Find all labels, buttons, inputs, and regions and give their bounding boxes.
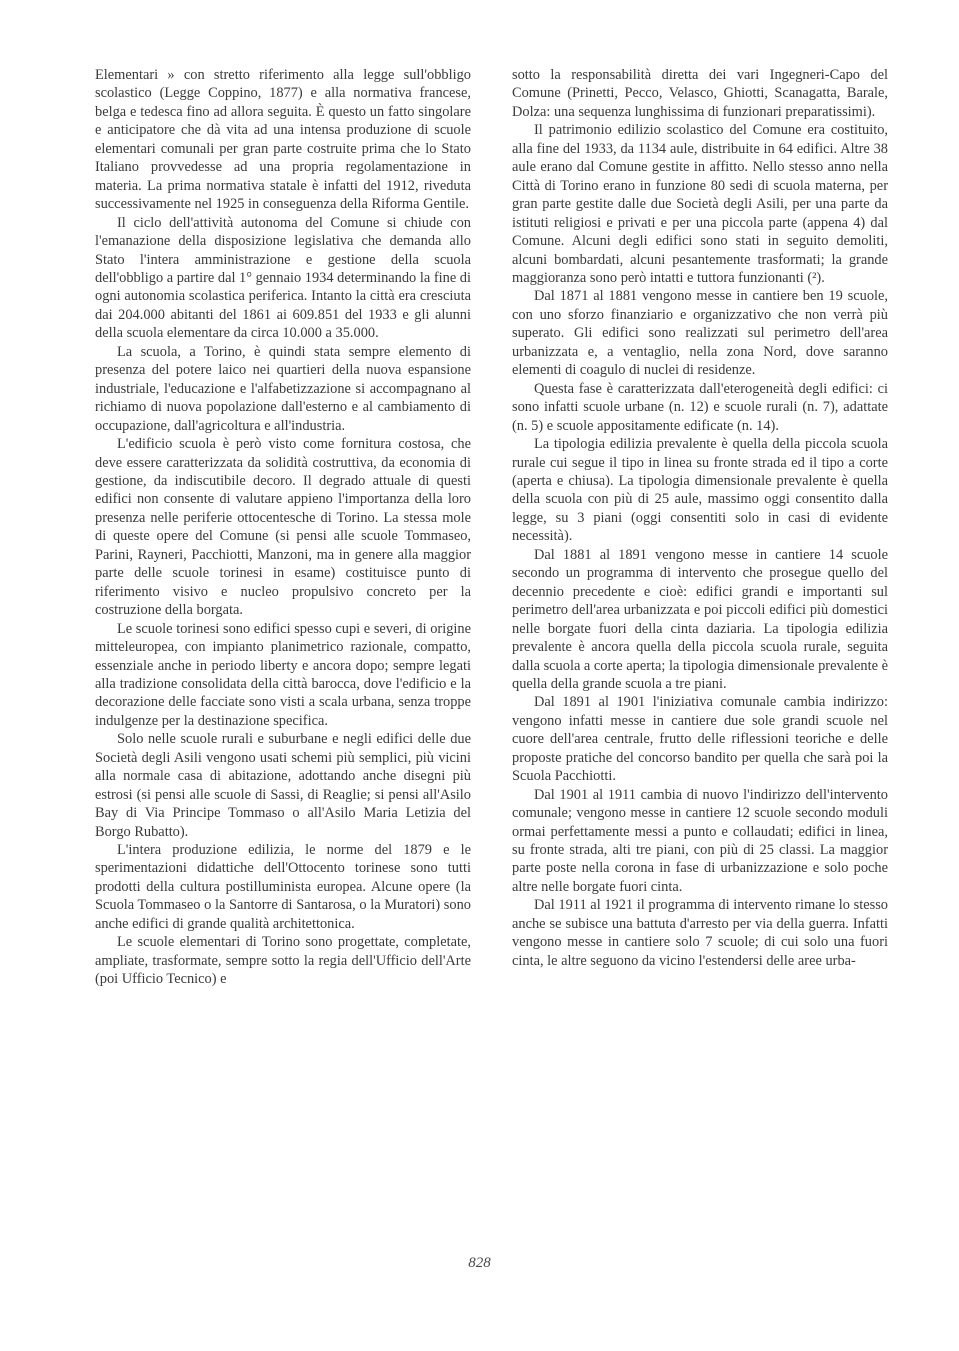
- right-text-column: [512, 66, 888, 970]
- paragraph-l2: Il ciclo dell'attività autonoma del Comune si chiude con l'emanazione della disposizione legislativa che demanda allo Stato l'intera amministrazione e gestione della scuola dell'obbligo a partire dal 1° gennaio 1934 determinando la fine di ogni autonomia scolastica periferica. Intanto la città era cresciuta dai 204.000 abitanti del 1861 ai 609.851 del 1933 e gli alunni della scuola elementare da circa 10.000 a 35.000.: [95, 214, 471, 342]
- left-text-column: [95, 66, 471, 989]
- paragraph-l7: L'intera produzione edilizia, le norme del 1879 e le sperimentazioni didattiche dell'Ottocento torinese sono tutti prodotti della cultura postilluminista europea. Alcune opere (la Scuola Tommaseo o la Santorre di Santarosa, o la Muratori) sono anche edifici di grande qualità architettonica.: [95, 842, 471, 932]
- paragraph-l8: Le scuole elementari di Torino sono progettate, completate, ampliate, trasformate, sempre sotto la regia dell'Ufficio dell'Arte (poi Ufficio Tecnico) e: [95, 934, 471, 988]
- paragraph-l5: Le scuole torinesi sono edifici spesso cupi e severi, di origine mitteleuropea, con impianto planimetrico razionale, compatto, essenziale anche in periodo liberty e ancora dopo; sempre legati alla tradizione consolidata della città barocca, dove l'edificio e la decorazione delle facciate sono visti a scala urbana, senza troppe indulgenze per la destinazione specifica.: [95, 620, 471, 729]
- paragraph-l6: Solo nelle scuole rurali e suburbane e negli edifici delle due Società degli Asili vengono usati schemi più semplici, più vicini alla normale casa di abitazione, adottando anche disegni più estrosi (si pensi alle scuole di Sassi, di Reaglie; si pensi all'Asilo Bay di Via Principe Tommaso o all'Asilo Maria Letizia del Borgo Rubatto).: [95, 731, 471, 840]
- paragraph-r9: Dal 1911 al 1921 il programma di intervento rimane lo stesso anche se subisce una battuta d'arresto per via della guerra. Infatti vengono messe in cantiere solo 7 scuole; di cui solo una fuori cinta, le altre seguono da vicino l'estendersi delle aree urba-: [512, 897, 888, 969]
- paragraph-r4: Questa fase è caratterizzata dall'eterogeneità degli edifici: ci sono infatti scuole urbane (n. 12) e scuole rurali (n. 7), adattate (n. 5) e scuole appositamente edificate (n. 14).: [512, 380, 888, 434]
- paragraph-r6: Dal 1881 al 1891 vengono messe in cantiere 14 scuole secondo un programma di intervento che prosegue quello del decennio precedente e cioè: edifici grandi e importanti sul perimetro dell'area urbanizzata e poi piccoli edifici più domestici nelle borgate fuori della cinta daziaria. La tipologia edilizia prevalente è ancora quella della piccola scuola rurale, seguita dalla scuola a corte aperta; la tipologia dimensionale prevalente è quella della grande scuola a tre piani.: [512, 546, 888, 692]
- paragraph-r8: Dal 1901 al 1911 cambia di nuovo l'indirizzo dell'intervento comunale; vengono messe in cantiere 12 scuole secondo moduli ormai perfettamente messi a punto e collaudati; edifici in linea, su fronte strada, alti tre piani, con più di 25 classi. La maggior parte poste nella corona in fase di urbanizzazione e solo poche altre nelle borgate fuori cinta.: [512, 786, 888, 895]
- paragraph-r1: sotto la responsabilità diretta dei vari Ingegneri-Capo del Comune (Prinetti, Pecco, Velasco, Ghiotti, Scanagatta, Barale, Dolza: una sequenza lunghissima di funzionari preparatissimi).: [512, 67, 888, 120]
- page-number: 828: [468, 1255, 491, 1271]
- paragraph-l4: L'edificio scuola è però visto come fornitura costosa, che deve essere caratterizzata da solidità costruttiva, da economia di gestione, da indiscutibile decoro. Il degrado attuale di questi edifici non consente di valutare appieno l'importanza della loro presenza nelle periferie ottocentesche di Torino. La stessa mole di queste opere del Comune (si pensi alle scuole Tommaseo, Parini, Rayneri, Pacchiotti, Manzoni, ma in genere alla maggior parte delle scuole torinesi in esame) costituisce punto di riferimento visivo e nucleo propulsivo concreto per la costruzione della borgata.: [95, 436, 471, 619]
- paragraph-r2: Il patrimonio edilizio scolastico del Comune era costituito, alla fine del 1933, da 1134 aule, distribuite in 64 edifici. Altre 38 aule erano dal Comune gestite in affitto. Nello stesso anno nella Città di Torino erano in funzione 80 sedi di scuola materna, per gran parte gestite dalle due Società degli Asili, per una parte da istituti religiosi e privati e per una piccola parte (appena 4) dal Comune. Alcuni degli edifici sono stati in seguito demoliti, alcuni bombardati, alcuni pesantemente trasformati; la grande maggioranza sono però intatti e tuttora funzionanti (²).: [512, 122, 888, 286]
- paragraph-r5: La tipologia edilizia prevalente è quella della piccola scuola rurale cui segue il tipo in linea su fronte strada ed il tipo a corte (aperta e chiusa). La tipologia dimensionale prevalente è quella della scuola con più di 25 aule, massimo oggi consentito dalla legge, su 3 piani (oggi consentiti solo in casi di evidente necessità).: [512, 436, 888, 545]
- paragraph-l1: Elementari » con stretto riferimento alla legge sull'obbligo scolastico (Legge Coppino, 1877) e alla normativa francese, belga e tedesca fino ad allora seguita. È questo un fatto singolare e anticipatore che dà vita ad una intensa produzione di scuole elementari comunali per gran parte costruite prima che lo Stato Italiano provvedesse ad una propria regolamentazione in materia. La prima normativa statale è infatti del 1912, riveduta successivamente nel 1925 in conseguenza della Riforma Gentile.: [95, 67, 471, 213]
- paragraph-r7: Dal 1891 al 1901 l'iniziativa comunale cambia indirizzo: vengono infatti messe in cantiere due sole grandi scuole nel cuore dell'area centrale, frutto delle riflessioni teoriche e delle proposte pratiche del concorso bandito per quella che sarà poi la Scuola Pacchiotti.: [512, 694, 888, 785]
- paragraph-r3: Dal 1871 al 1881 vengono messe in cantiere ben 19 scuole, con uno sforzo finanziario e organizzativo che non verrà più superato. Gli edifici sono realizzati sul perimetro dell'area urbanizzata e, a ventaglio, nella zona Nord, dove saranno elementi di coagulo di nuclei di residenze.: [512, 288, 888, 379]
- paragraph-l3: La scuola, a Torino, è quindi stata sempre elemento di presenza del potere laico nei quartieri della nuova espansione industriale, l'educazione e l'alfabetizzazione si accompagnano al richiamo di nuova popolazione dall'esterno e al cambiamento di occupazione, dall'agricoltura e all'industria.: [95, 343, 471, 434]
